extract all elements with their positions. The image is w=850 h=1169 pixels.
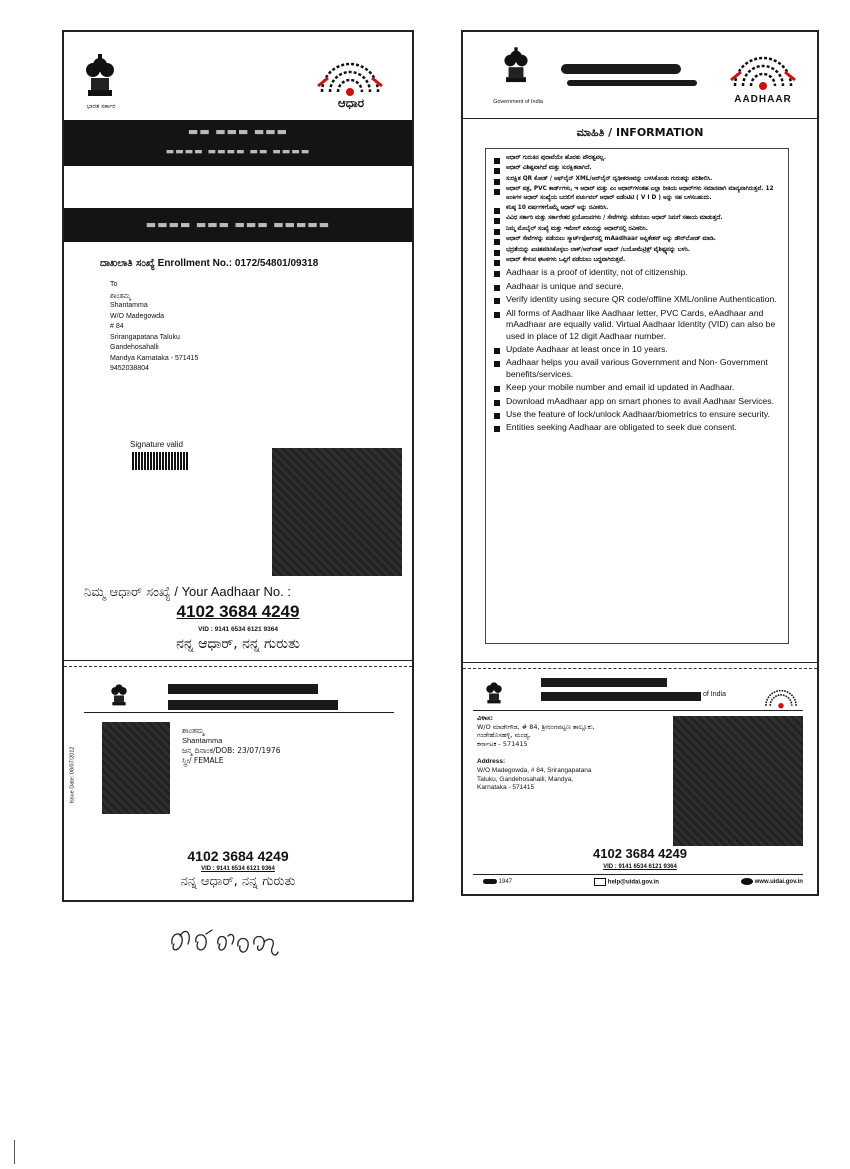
issue-date: Issue Date: 08/07/2012 (69, 746, 76, 804)
footer-line (473, 874, 803, 875)
left-aadhaar-letter (62, 30, 414, 902)
id-photo-redacted (102, 722, 170, 814)
divider (64, 660, 412, 661)
goi-emblem-icon (501, 44, 531, 92)
address-kn-line-3: ಕರ್ನಾಟಕ - 571415 (477, 739, 528, 748)
address-en-line-3: Karnataka - 571415 (477, 784, 535, 792)
back-header-line (473, 710, 803, 711)
en-info-item: Verify identity using secure QR code/offline XML/online Authentication. (492, 294, 782, 305)
header-redacted-1 (561, 64, 681, 74)
your-aadhaar-en: / Your Aadhaar No. : (174, 584, 291, 599)
address-village: Gandehosahalli (110, 344, 159, 351)
right-aadhaar-info (461, 30, 819, 896)
kn-info-item: ಆಧಾರ್ ವಿಶಿಷ್ಟವಾಗಿದೆ ಮತ್ತು ಸುರಕ್ಷಿತವಾಗಿದೆ. (492, 164, 782, 172)
aadhaar-logo-right-text: AADHAAR (734, 94, 792, 105)
id-kn-name: ಶಾಂತಮ್ಮ (182, 726, 205, 735)
header-bar-top (64, 120, 412, 166)
helpline-group (483, 879, 512, 885)
globe-icon (741, 878, 753, 885)
right-divider (463, 662, 817, 663)
your-aadhaar-label (84, 584, 404, 600)
back-emblem-icon (483, 678, 505, 710)
en-info-item: Aadhaar is unique and secure. (492, 281, 782, 292)
address-house: # 84 (110, 323, 124, 330)
kn-info-item: ಭದ್ರತೆಯನ್ನು ಖಚಿತಪಡಿಸಿಕೊಳ್ಳಲು ಲಾಕ್/ಅನ್‌ಲಾಕ್ ಆಧಾರ್ /ಬಯೋಮೆಟ್ರಿಕ್ಸ್ ವೈಶಿಷ್ಟ್ಯವನ್ನು ಬಳಸಿ. (492, 246, 782, 254)
en-info-item: Download mAadhaar app on smart phones to avail Aadhaar Services. (492, 396, 782, 407)
address-en-label: Address: (477, 758, 506, 766)
id-tagline: ನನ್ನ ಆಧಾರ್, ನನ್ನ ಗುರುತು (64, 874, 412, 889)
page-edge-mark (14, 1140, 15, 1164)
back-header-redacted-2 (541, 692, 701, 701)
qr-code-redacted (272, 448, 402, 576)
id-gender: ಸ್ತ್ರೀ/ FEMALE (182, 756, 224, 765)
cut-line (64, 666, 412, 667)
address-kn-line-1: W/O ಮಾಡೇಗೌಡ, # 84, ಶ್ರೀರಂಗಪಟ್ಟಣ ತಾಲ್ಲೂಕು, (477, 722, 595, 731)
id-header-redacted-1 (168, 684, 318, 694)
address-en-line-1: W/O Madegowda, # 84, Srirangapatana (477, 766, 592, 774)
en-info-item: All forms of Aadhaar like Aadhaar letter, PVC Cards, eAadhaar and mAadhaar are equally valid. Virtual Aadhaar Identity (VID) can also be used in place of 12 digit Aadhaar number. (492, 308, 782, 342)
signature-stamp (132, 452, 188, 470)
address-taluk: Srirangapatana Taluku (110, 333, 180, 341)
email-group (594, 878, 659, 886)
tagline: ನನ್ನ ಆಧಾರ್, ನನ್ನ ಗುರುತು (176, 636, 300, 652)
info-title: ಮಾಹಿತಿ / INFORMATION (576, 126, 704, 139)
kn-info-item: ಆಧಾರ್ ಪತ್ರ, PVC ಕಾರ್ಡ್‌ಗಳು, ಇ ಆಧಾರ್ ಮತ್ತು ಎಂ ಆಧಾರ್‌ಗಳಂತಹ ಎಲ್ಲಾ ರೀತಿಯ ಆಧಾರ್‌ಗಳು ಸಮಾನವಾಗಿ ಮಾನ್ಯವಾಗಿರುತ್ತವೆ. 12 ಅಂಕಿಗಳ ಆಧಾರ್ ಸಂಖ್ಯೆಯ ಬದಲಿಗೆ ವರ್ಚುವಲ್ ಆಧಾರ್ ಐಡೆಂಟಿಟಿ ( V I D ) ಅನ್ನು ಸಹ ಬಳಸಬಹುದು. (492, 185, 782, 202)
kn-info-item: ಆಧಾರ್ ಸೇವೆಗಳನ್ನು ಪಡೆಯಲು ಸ್ಮಾರ್ಟ್‌ಫೋನ್‌ನಲ್ಲಿ mAadhaar ಅಪ್ಲಿಕೇಶನ್ ಅನ್ನು ಡೌನ್‌ಲೋಡ್ ಮಾಡಿ. (492, 235, 782, 243)
back-header-redacted-1 (541, 678, 667, 687)
en-info-list (492, 267, 782, 433)
emblem-caption: ಭಾರತ ಸರ್ಕಾರ (86, 103, 116, 110)
address-kn-line-2: ಗಂಡೇಹೊಸಹಳ್ಳಿ, ಮಂಡ್ಯ, (477, 731, 531, 740)
en-info-item: Entities seeking Aadhaar are obligated to seek due consent. (492, 422, 782, 433)
website: www.uidai.gov.in (754, 879, 803, 886)
info-box (485, 148, 789, 644)
enrollment-number: Enrollment No.: 0172/54801/09318 (157, 258, 319, 269)
id-header-redacted-2 (168, 700, 338, 710)
back-aadhaar-number: 4102 3684 4249 (593, 846, 687, 861)
aadhaar-logo-icon (314, 48, 386, 100)
back-aadhaar-logo-icon (761, 682, 801, 710)
signature-label: Signature valid (130, 440, 183, 449)
id-dob: ಜನ್ಮ ದಿನಾಂಕ/DOB: 23/07/1976 (182, 746, 281, 755)
en-info-item: Keep your mobile number and email id updated in Aadhaar. (492, 382, 782, 393)
kn-info-item: ಆಧಾರ್ ಗುರುತಿನ ಪುರಾವೆಯೇ ಹೊರತು ಪೌರತ್ವವಲ್ಲ. (492, 154, 782, 162)
national-emblem-icon (82, 50, 118, 108)
enrollment-kn-label: ದಾಖಲಾತಿ ಸಂಖ್ಯೆ (100, 258, 155, 269)
en-info-item: Update Aadhaar at least once in 10 years. (492, 344, 782, 355)
info-header-line (463, 118, 817, 119)
id-name: Shantamma (182, 736, 223, 745)
header-bar-bottom: ▬▬▬▬ ▬▬▬ ▬▬▬ ▬▬▬▬▬ (64, 208, 412, 242)
address-district: Mandya Karnataka - 571415 (110, 354, 199, 362)
handwritten-signature (166, 922, 284, 969)
your-aadhaar-kn: ನಿಮ್ಮ ಆಧಾರ್ ಸಂಖ್ಯೆ (84, 585, 171, 600)
en-info-item: Aadhaar helps you avail various Government and Non- Government benefits/services. (492, 357, 782, 380)
back-qr-redacted (673, 716, 803, 846)
id-details (182, 726, 382, 766)
aadhaar-logo-right-icon (727, 42, 799, 94)
address-relation: W/O Madegowda (110, 312, 165, 320)
id-aadhaar-number: 4102 3684 4249 (187, 848, 289, 864)
id-emblem-icon (108, 680, 130, 712)
address-to: To (110, 281, 118, 288)
en-info-item: Aadhaar is a proof of identity, not of citizenship. (492, 267, 782, 278)
kn-info-item: ಆಧಾರ್ ಕೇಳುವ ಘಟಕಗಳು ಒಪ್ಪಿಗೆ ಪಡೆಯಲು ಬದ್ಧವಾಗಿರುತ್ತವೆ. (492, 256, 782, 264)
header-kn-text: ▬▬ ▬▬▬ ▬▬▬ (187, 125, 289, 138)
back-vid: VID : 9141 6534 6121 9364 (603, 864, 677, 870)
address-block (110, 280, 310, 375)
en-info-item: Use the feature of lock/unlock Aadhaar/biometrics to ensure security. (492, 409, 782, 420)
address-name: Shantamma (110, 302, 148, 309)
kn-info-item: ನಿಮ್ಮ ಮೊಬೈಲ್ ಸಂಖ್ಯೆ ಮತ್ತು ಇಮೇಲ್ ಐಡಿಯನ್ನು ಆಧಾರ್‌ನಲ್ಲಿ ನವೀಕರಿಸಿ. (492, 225, 782, 233)
address-en-line-2: Taluku, Gandehosahalli, Mandya, (477, 775, 574, 783)
aadhaar-logo-text: ಆಧಾರ (337, 96, 365, 110)
handwritten-signature-image (166, 922, 284, 964)
help-email: help@uidai.gov.in (607, 879, 659, 886)
header-redacted-2 (567, 80, 697, 86)
address-kn-name: ಶಾಂತಮ್ಮ (110, 291, 131, 300)
back-header-suffix: of India (703, 691, 726, 698)
email-icon (594, 878, 606, 886)
enrollment-line (100, 258, 400, 269)
website-group (741, 878, 803, 885)
helpline: 1947 (498, 879, 513, 886)
vid-number: VID : 9141 6534 6121 9364 (198, 626, 278, 633)
id-vid: VID : 9141 6534 6121 9364 (201, 866, 275, 872)
goi-caption: Government of India (493, 99, 543, 105)
kn-info-item: ಕನಿಷ್ಠ 10 ವರ್ಷಗಳಿಗೊಮ್ಮೆ ಆಧಾರ್ ಅನ್ನು ನವೀಕರಿಸಿ. (492, 204, 782, 212)
kn-info-item: ವಿವಿಧ ಸರ್ಕಾರಿ ಮತ್ತು ಸರ್ಕಾರೇತರ ಪ್ರಯೋಜನಗಳು / ಸೇವೆಗಳನ್ನು ಪಡೆಯಲು ಆಧಾರ್ ನಿಮಗೆ ಸಹಾಯ ಮಾಡುತ್ತದೆ. (492, 214, 782, 222)
back-address-block (477, 714, 667, 793)
header-en-text: ▬▬▬▬ ▬▬▬▬ ▬▬ ▬▬▬▬ (165, 147, 311, 157)
address-kn-label: ವಿಳಾಸ: (477, 714, 494, 722)
aadhaar-number: 4102 3684 4249 (176, 602, 300, 621)
footer (483, 878, 803, 886)
kn-info-list (492, 154, 782, 264)
id-header-line (84, 712, 394, 713)
address-phone: 9452038804 (110, 365, 149, 372)
phone-icon (483, 879, 497, 884)
right-cut-line (463, 668, 817, 669)
kn-info-item: ಸುರಕ್ಷಿತ QR ಕೋಡ್ / ಆಫ್‌ಲೈನ್ XML/ಆನ್‌ಲೈನ್ ದೃಢೀಕರಣವನ್ನು ಬಳಸಿಕೊಂಡು ಗುರುತನ್ನು ಪರಿಶೀಲಿಸಿ. (492, 175, 782, 183)
